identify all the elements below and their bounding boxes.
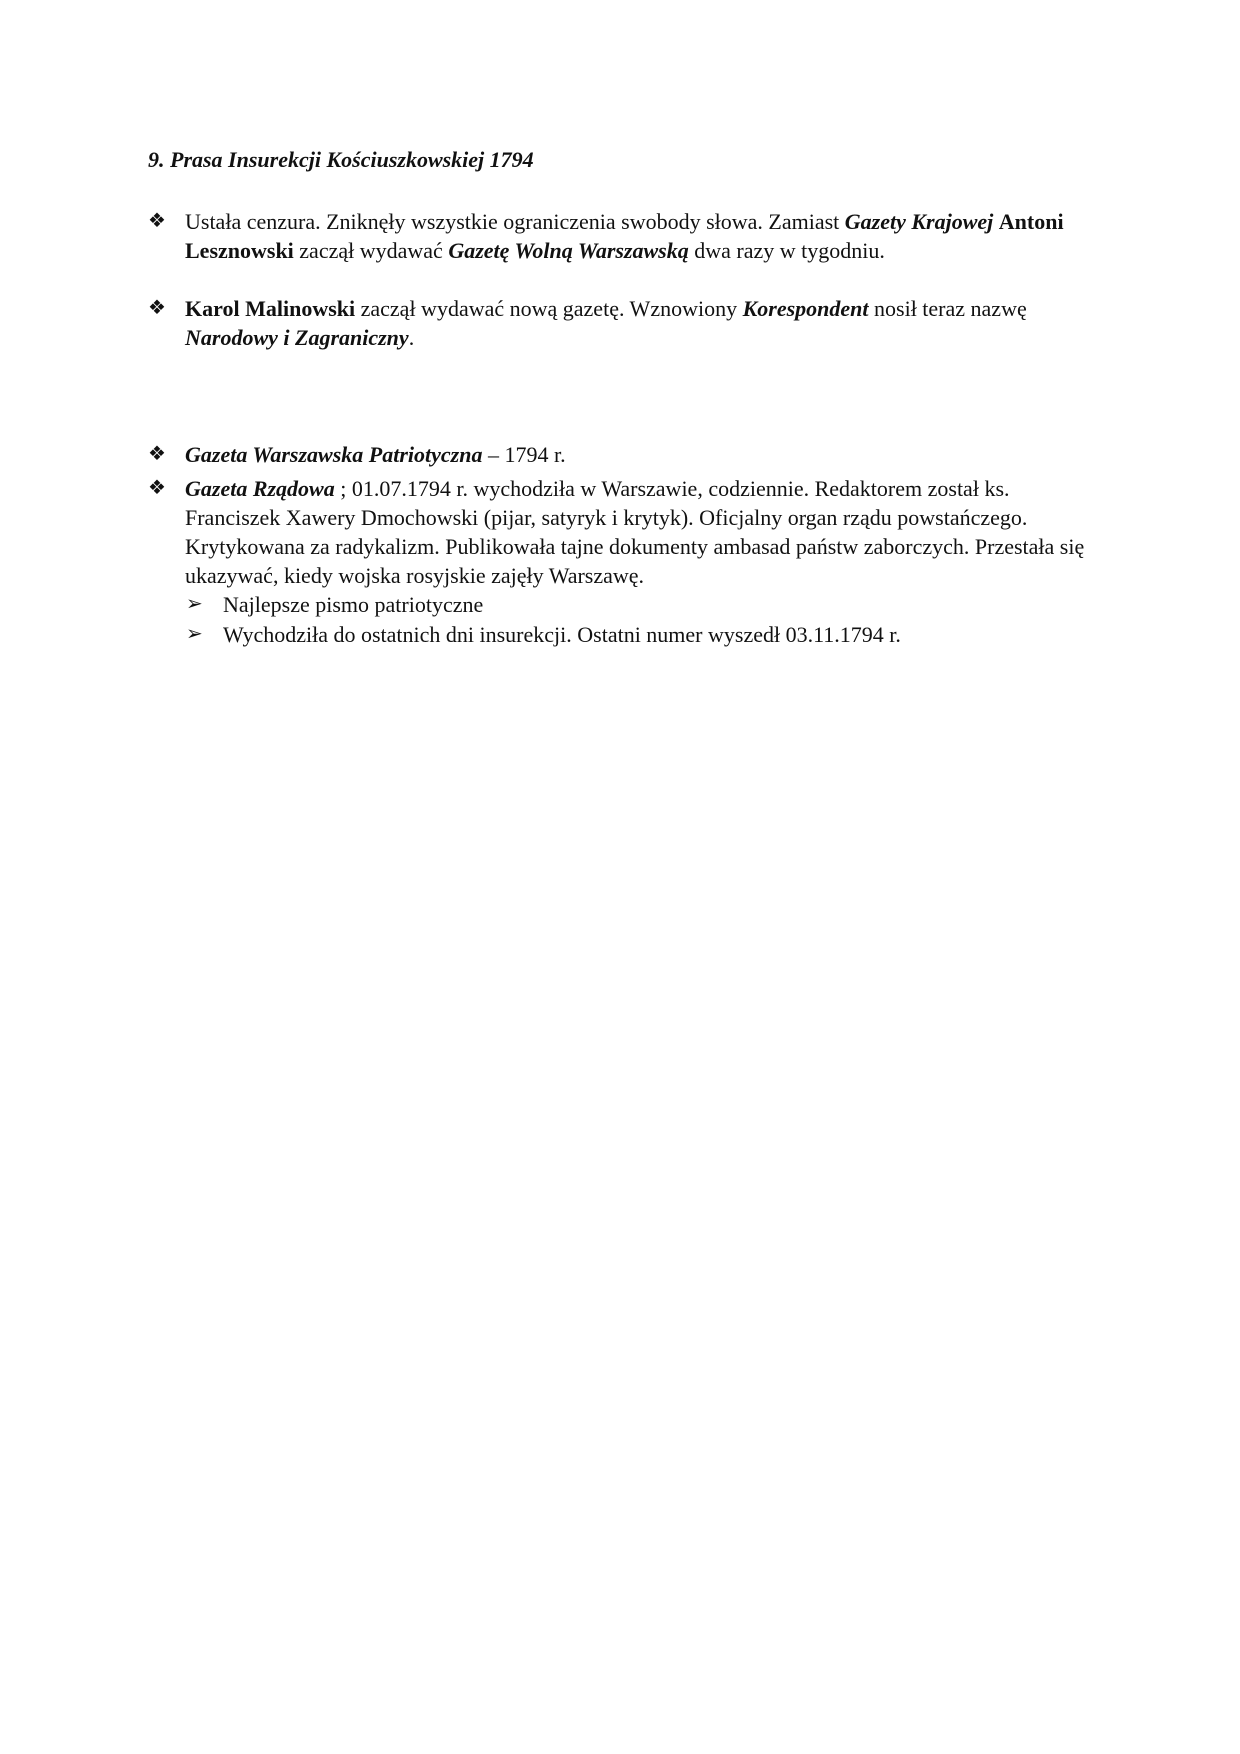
emphasized-text: Karol Malinowski (185, 296, 356, 321)
plain-text: . (408, 325, 415, 350)
plain-text: – 1794 r. (482, 442, 566, 467)
plain-text: ; 01.07.1794 r. wychodziła w Warszawie, codziennie. Redaktorem został ks. Franciszek Xawery Dmochowski (pijar, satyryk i krytyk). Oficjalny organ rządu powstańczego. Krytykowana za radykalizm. Publikowała tajne dokumenty ambasad państw zaborczych. Przestała się ukazywać, kiedy wojska rosyjskie zajęły Warszawę. (185, 476, 1085, 588)
bullet-item-gazeta-rzadowa (148, 474, 1108, 590)
emphasized-text: Gazeta Rządowa (185, 476, 335, 501)
diamond-bullet-icon: ❖ (148, 297, 166, 319)
plain-text: Ustała cenzura. Zniknęły wszystkie ograniczenia swobody słowa. Zamiast (185, 209, 845, 234)
emphasized-text: Gazety Krajowej (844, 209, 994, 234)
sub-item (186, 620, 1106, 649)
arrow-bullet-icon: ➢ (186, 623, 203, 645)
emphasized-text: Korespondent (742, 296, 869, 321)
bullet-item-text (185, 474, 1108, 590)
sub-item-text: Najlepsze pismo patriotyczne (223, 592, 484, 617)
plain-text: zaczął wydawać (293, 238, 449, 263)
emphasized-text: Narodowy i Zagraniczny (185, 325, 409, 350)
bullet-item-gazeta-patriotyczna (148, 440, 1108, 469)
plain-text: zaczął wydawać nową gazetę. Wznowiony (355, 296, 743, 321)
sub-item-text: Wychodziła do ostatnich dni insurekcji. Ostatni numer wyszedł 03.11.1794 r. (223, 622, 901, 647)
bullet-item-text (185, 207, 1108, 265)
plain-text: nosił teraz nazwę (868, 296, 1027, 321)
bullet-item-malinowski (148, 294, 1108, 352)
plain-text: dwa razy w tygodniu. (688, 238, 885, 263)
bullet-item-text (185, 440, 1108, 469)
diamond-bullet-icon: ❖ (148, 210, 166, 232)
diamond-bullet-icon: ❖ (148, 477, 166, 499)
section-heading: 9. Prasa Insurekcji Kościuszkowskiej 1794 (148, 147, 534, 172)
emphasized-text: Gazetę Wolną Warszawską (448, 238, 689, 263)
diamond-bullet-icon: ❖ (148, 443, 166, 465)
emphasized-text: Gazeta Warszawska Patriotyczna (185, 442, 483, 467)
bullet-item-censorship (148, 207, 1108, 265)
emphasized-text: Antoni Lesznowski (185, 209, 1064, 263)
sub-item (186, 590, 1106, 619)
arrow-bullet-icon: ➢ (186, 593, 203, 615)
bullet-item-text (185, 294, 1108, 352)
